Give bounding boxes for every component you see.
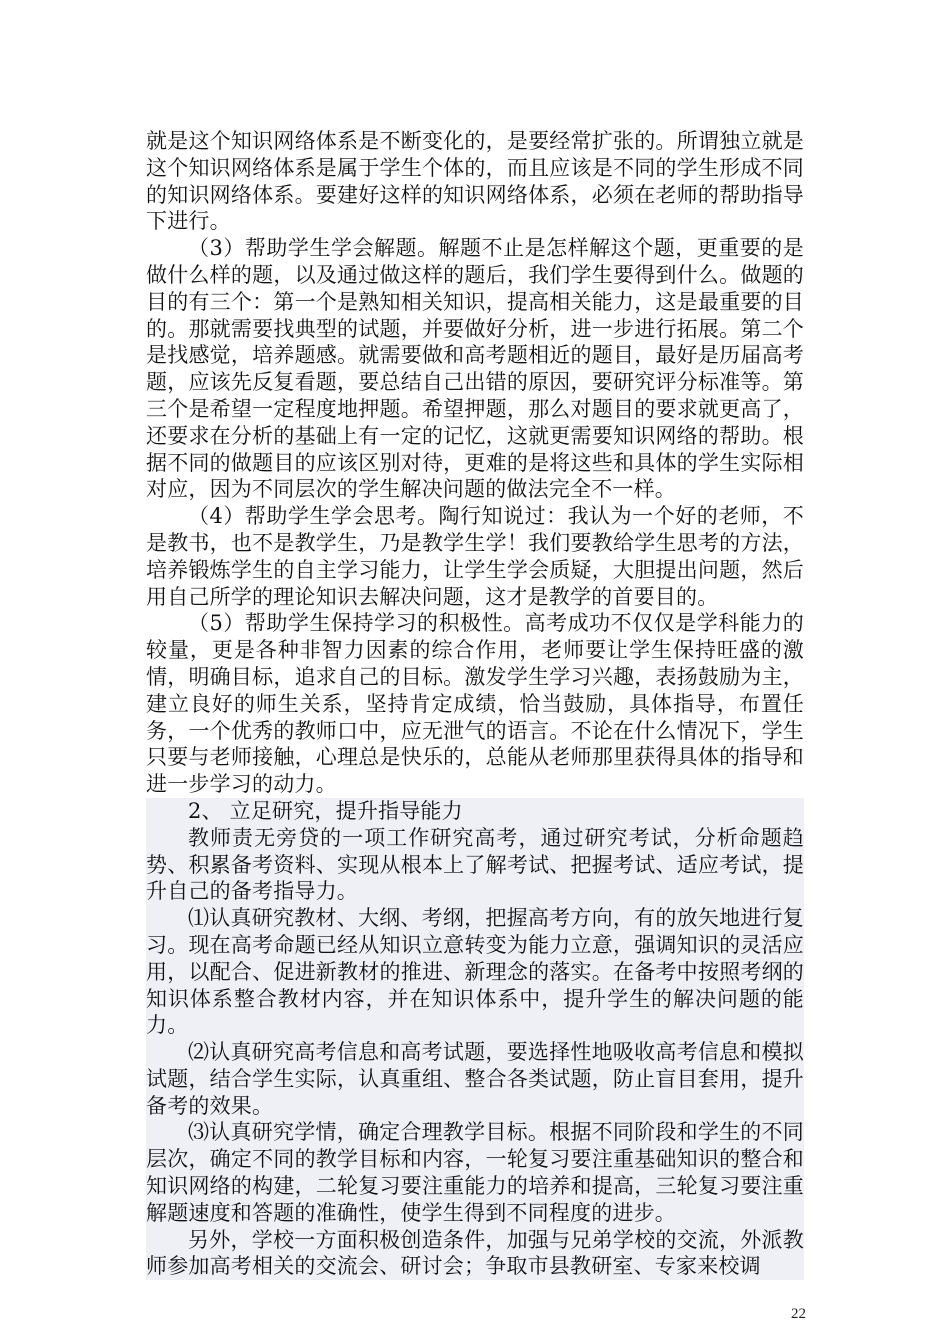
paragraph-research-2: ⑵认真研究高考信息和高考试题，要选择性地吸收高考信息和模拟试题，结合学生实际，认真重组、整合各类试题，防止盲目套用，提升备考的效果。 xyxy=(146,1040,804,1118)
paragraph-item-4-thinking: （4）帮助学生学会思考。陶行知说过：我认为一个好的老师，不是教书，也不是教学生，乃是教学生学！我们要教给学生思考的方法，培养锻炼学生的自主学习能力，让学生学会质疑，大胆提出问题，然后用自己所学的理论知识去解决问题，这才是教学的首要目的。 xyxy=(146,504,804,609)
shaded-section xyxy=(146,798,804,1280)
section-heading-2: 2、 立足研究，提升指导能力 xyxy=(188,798,463,823)
page-number: 22 xyxy=(791,1306,806,1322)
paragraph-research-intro: 教师责无旁贷的一项工作研究高考，通过研究考试，分析命题趋势、积累备考资料、实现从根本上了解考试、把握考试、适应考试，提升自己的备考指导力。 xyxy=(146,825,804,904)
paragraph-item-5-motivation: （5）帮助学生保持学习的积极性。高考成功不仅仅是学科能力的较量，更是各种非智力因素的综合作用，老师要让学生保持旺盛的激情，明确目标，追求自己的目标。激发学生学习兴趣，表扬鼓励为主，建立良好的师生关系，坚持肯定成绩，恰当鼓励，具体指导，布置任务，一个优秀的教师口中，应无泄气的语言。不论在什么情况下，学生只要与老师接触，心理总是快乐的，总能从老师那里获得具体的指导和进一步学习的动力。 xyxy=(146,611,804,797)
paragraph-research-3: ⑶认真研究学情，确定合理教学目标。根据不同阶段和学生的不同层次，确定不同的教学目标和内容，一轮复习要注重基础知识的整合和知识网络的构建，二轮复习要注重能力的培养和提高，三轮复习要注重解题速度和答题的准确性，使学生得到不同程度的进步。 xyxy=(146,1120,804,1225)
paragraph-item-3-solving-problems: （3）帮助学生学会解题。解题不止是怎样解这个题，更重要的是做什么样的题，以及通过做这样的题后，我们学生要得到什么。做题的目的有三个：第一个是熟知相关知识，提高相关能力，这是最重要的目的。那就需要找典型的试题，并要做好分析，进一步进行拓展。第二个是找感觉，培养题感。就需要做和高考题相近的题目，最好是历届高考题，应该先反复看题，要总结自己出错的原因，要研究评分标准等。第三个是希望一定程度地押题。希望押题，那么对题目的要求就更高了，还要求在分析的基础上有一定的记忆，这就更需要知识网络的帮助。根据不同的做题目的应该区别对待，更难的是将这些和具体的学生实际相对应，因为不同层次的学生解决问题的做法完全不一样。 xyxy=(146,236,804,502)
paragraph-additionally: 另外，学校一方面积极创造条件，加强与兄弟学校的交流，外派教师参加高考相关的交流会、研讨会；争取市县教研室、专家来校调 xyxy=(146,1227,804,1279)
paragraph-knowledge-network: 就是这个知识网络体系是不断变化的，是要经常扩张的。所谓独立就是这个知识网络体系是属于学生个体的，而且应该是不同的学生形成不同的知识网络体系。要建好这样的知识网络体系，必须在老师的帮助指导下进行。 xyxy=(146,129,804,234)
document-body xyxy=(146,128,804,1280)
paragraph-research-1: ⑴认真研究教材、大纲、考纲，把握高考方向，有的放矢地进行复习。现在高考命题已经从知识立意转变为能力立意，强调知识的灵活应用，以配合、促进新教材的推进、新理念的落实。在备考中按照考纲的知识体系整合教材内容，并在知识体系中，提升学生的解决问题的能力。 xyxy=(146,906,804,1038)
